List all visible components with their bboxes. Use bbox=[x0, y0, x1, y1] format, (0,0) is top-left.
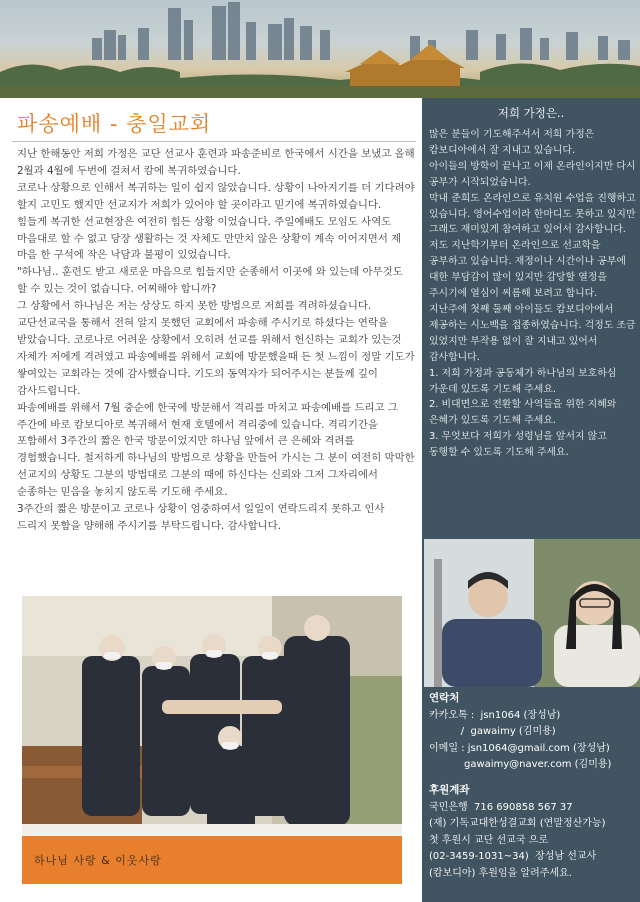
email-1[interactable]: 이메일 : jsn1064@gmail.com (장성남) bbox=[429, 742, 610, 754]
sidebar-title: 저희 가정은.. bbox=[497, 106, 565, 120]
sidebar-family-news bbox=[422, 98, 640, 902]
bank-account: 국민은행 716 690858 567 37 bbox=[429, 801, 573, 813]
title-divider bbox=[12, 141, 416, 142]
footer-motto: 하나님 사랑 & 이웃사랑 bbox=[34, 854, 162, 867]
email-2[interactable]: gawaimy@naver.com (김미용) bbox=[429, 759, 612, 771]
footer-banner bbox=[22, 836, 402, 884]
skyline-icon bbox=[0, 0, 640, 98]
sidebar-body: 많은 분들이 기도해주셔서 저희 가정은 캄보디아에서 잘 지내고 있습니다. 아이들의 방학이 끝나고 이제 온라인이지만 다시 공부가 시작되었습니다. 막내 준희도 온라인으로 유치원 수업을 진행하고 있습니다. 영어수업이라 한마디도 못하고 있지만 그래도 재미있게 참여하고 있어서 감사합니다. 저도 지난학기부터 온라인으로 선교학을 공부하고 있습니다. 재정이나 시간이나 공부에 대한 부담감이 많이 있지만 감당할 열정을 주시기에 열심이 씨름해 보려고 합니다. 지난주에 첫째 둘째 아이들도 캄보디아에서 제공하는 시노백을 접종하였습니다. 걱정도 조금 있었지만 부작용 없이 잘 지내고 있어서 감사합니다. 1. 저희 가정과 공동체가 하나님의 보호하심 가운데 있도록 기도해 주세요. 2. 비대면으로 전환할 사역들을 위한 지혜와 은혜가 있도록 기도해 주세요. 3. 무엇보다 저희가 성령님을 앞서지 않고 동행할 수 있도록 기도해 주세요. bbox=[429, 129, 636, 459]
church-group-prayer-photo bbox=[22, 596, 402, 836]
city-skyline-banner bbox=[0, 0, 640, 98]
section-gap bbox=[429, 774, 639, 782]
article-title: 파송예배 - 충일교회 bbox=[17, 112, 212, 136]
contact-section bbox=[429, 690, 639, 883]
article-body: 지난 한해동안 저희 가정은 교단 선교사 훈련과 파송준비로 한국에서 시간을 보냈고 올해 2월과 4월에 두번에 걸쳐서 캄에 복귀하였습니다. 코로나 상황으로 인해서 복귀하는 일이 쉽지 않았습니다. 상황이 나아지기를 더 기다려야 할지 고민도 했지만 선교지가 저희가 있어야 할 곳이라고 믿기에 복귀하였습니다. 힘들게 복귀한 선교현장은 여전히 힘든 상황 이었습니다. 주일예배도 모임도 사역도 마음대로 할 수 없고 당장 생활하는 것 자체도 만만치 않은 상황이 계속 이어지면서 제 마음 한 구석에 작은 낙담과 불평이 있었습니다. "하나님.. 훈련도 받고 새로운 마음으로 힘들지만 순종해서 이곳에 와 있는데 아무것도 할 수 있는 것이 없습니다. 어찌해야 합니까? 그 상황에서 하나님은 저는 상상도 하지 못한 방법으로 저희를 격려하셨습니다. 교단선교국을 통해서 전혀 알지 못했던 교회에서 파송해 주시기로 하셨다는 연락을 받았습니다. 코로나로 어려운 상황에서 오히려 선교를 위해서 헌신하는 교회가 있는것 자체가 저에게 격려였고 파송예배를 위해서 교회에 방문했을때 든 첫 느낌이 정말 기도가 쌓여있는 교회라는 것에 감사했습니다. 기도의 동역자가 되어주시는 분들께 깊이 감사드립니다. 파송예배를 위해서 7월 중순에 한국에 방문해서 격리를 마치고 파송예배를 드리고 그 주간에 바로 캄보디아로 복귀해서 현재 호텔에서 격리중에 있습니다. 격리기간을 포함해서 3주간의 짧은 한국 방문이었지만 하나님 앞에서 큰 은혜와 격려를 경험했습니다. 철저하게 하나님의 방법으로 상황을 만들어 가시는 그 분이 여전히 막막한 선교지의 상황도 그분의 방법대로 그분의 때에 하신다는 신뢰와 그저 그자리에서 순종하는 믿음을 놓치지 않도록 기도해 주세요. 3주간의 짧은 방문이고 코로나 상황이 엄중하여서 일일이 연락드리지 못하고 인사 드리지 못함을 양해해 주시기를 부탁드립니다. 감사합니다. bbox=[17, 148, 415, 532]
support-note-2: (02-3459-1031~34) 장성남 선교사 bbox=[429, 851, 597, 863]
kakao-id-1: 카카오톡 : jsn1064 (장성남) bbox=[429, 709, 561, 721]
kakao-id-2: / gawaimy (김미용) bbox=[429, 726, 556, 738]
photo-illustration bbox=[22, 596, 402, 836]
support-note-1: 첫 후원시 교단 선교국 으로 bbox=[429, 834, 548, 846]
contact-heading: 연락처 bbox=[429, 692, 460, 704]
family-photo-illustration bbox=[424, 539, 640, 687]
support-note-3: (캄보디아) 후원임을 알려주세요. bbox=[429, 867, 572, 879]
account-holder: (재) 기독교대한성결교회 (연말정산가능) bbox=[429, 818, 606, 830]
family-portrait-photo bbox=[424, 539, 640, 687]
main-article-column bbox=[0, 98, 422, 902]
support-heading: 후원계좌 bbox=[429, 783, 470, 796]
